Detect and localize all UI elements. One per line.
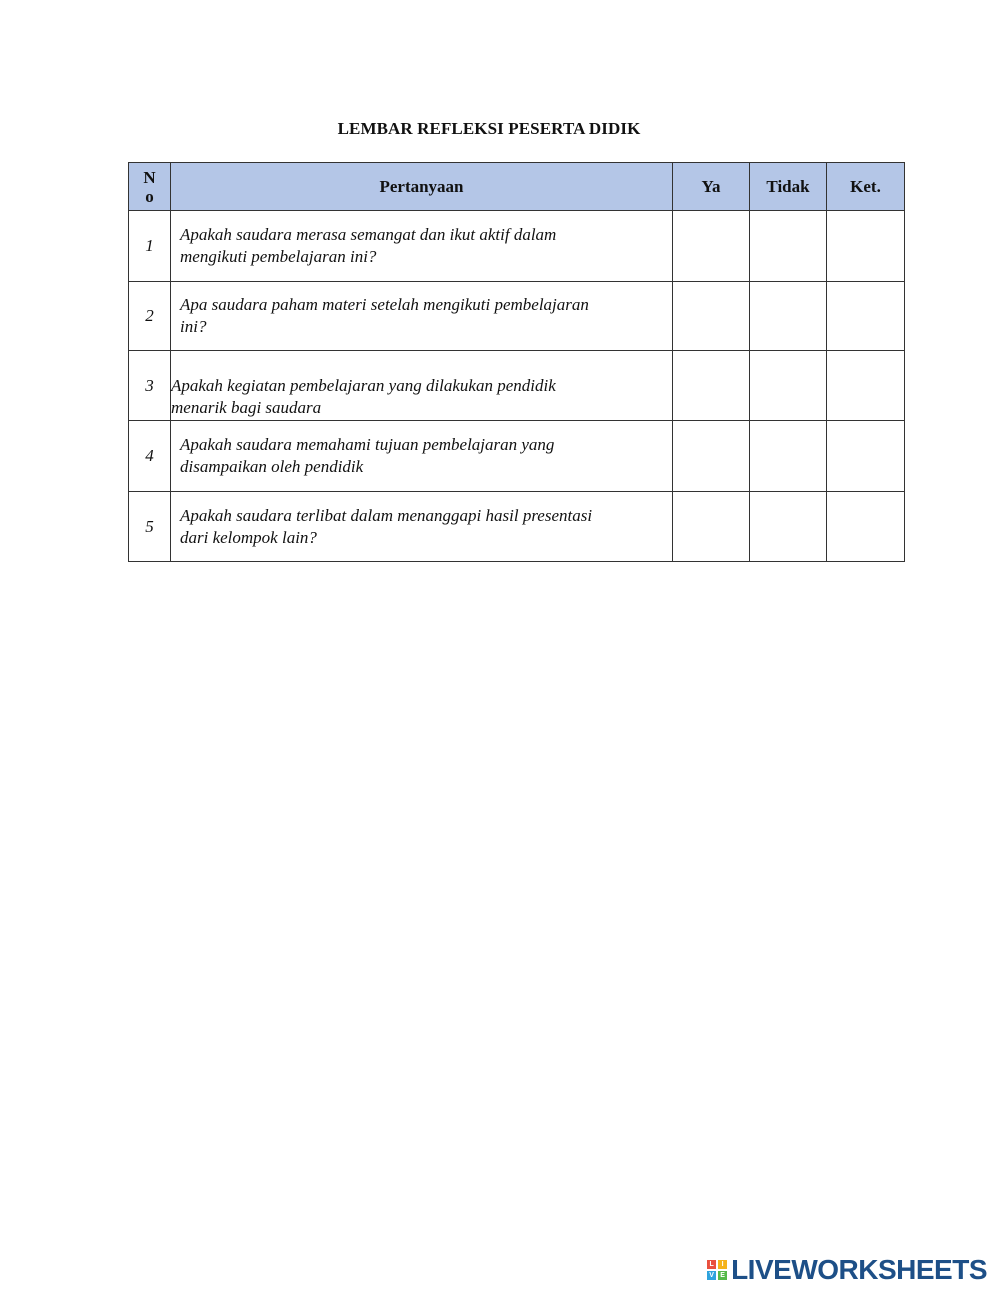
logo-tile: E (718, 1271, 727, 1280)
header-yes: Ya (673, 163, 750, 211)
logo-tile: V (707, 1271, 716, 1280)
row-number: 5 (129, 492, 171, 562)
question-line: mengikuti pembelajaran ini? (180, 247, 377, 266)
question-line: dari kelompok lain? (180, 527, 317, 547)
header-no-line1: N (143, 167, 156, 187)
note-cell[interactable] (827, 421, 905, 492)
question-text (171, 211, 673, 282)
answer-yes-cell[interactable] (673, 282, 750, 351)
question-line: Apakah kegiatan pembelajaran yang dilakukan pendidik (171, 376, 556, 395)
row-number: 3 (129, 351, 171, 421)
table-header-row (129, 163, 905, 211)
question-text (171, 282, 673, 351)
question-text (171, 492, 673, 562)
header-note: Ket. (827, 163, 905, 211)
answer-no-cell[interactable] (750, 282, 827, 351)
answer-yes-cell[interactable] (673, 211, 750, 282)
question-text (171, 351, 673, 421)
question-line: menarik bagi saudara (171, 398, 322, 417)
liveworksheets-logo-icon (707, 1260, 727, 1280)
table-row (129, 421, 905, 492)
table-row (129, 282, 905, 351)
header-no-answer: Tidak (750, 163, 827, 211)
answer-no-cell[interactable] (750, 492, 827, 562)
logo-tile: I (718, 1260, 727, 1269)
row-number: 4 (129, 421, 171, 492)
question-line: Apakah saudara merasa semangat dan ikut aktif dalam (180, 225, 557, 244)
answer-yes-cell[interactable] (673, 492, 750, 562)
header-no (129, 163, 171, 211)
note-cell[interactable] (827, 282, 905, 351)
note-cell[interactable] (827, 351, 905, 421)
brand-wordmark: LIVEWORKSHEETS (731, 1254, 987, 1285)
answer-no-cell[interactable] (750, 421, 827, 492)
table-row (129, 492, 905, 562)
question-line: ini? (180, 317, 207, 336)
logo-tile: L (707, 1260, 716, 1269)
liveworksheets-brand[interactable] (707, 1255, 987, 1285)
question-line: Apa saudara paham materi setelah mengikuti pembelajaran (180, 295, 589, 314)
answer-yes-cell[interactable] (673, 421, 750, 492)
answer-no-cell[interactable] (750, 351, 827, 421)
question-text (171, 421, 673, 492)
header-no-line2: o (145, 186, 154, 206)
table-row (129, 351, 905, 421)
table-row (129, 211, 905, 282)
question-line: Apakah saudara memahami tujuan pembelajaran yang (180, 435, 555, 454)
row-number: 1 (129, 211, 171, 282)
row-number: 2 (129, 282, 171, 351)
reflection-table (128, 162, 905, 562)
header-question: Pertanyaan (171, 163, 673, 211)
note-cell[interactable] (827, 492, 905, 562)
note-cell[interactable] (827, 211, 905, 282)
page-title: LEMBAR REFLEKSI PESERTA DIDIK (337, 119, 641, 138)
question-line: Apakah saudara terlibat dalam menanggapi hasil presentasi (180, 505, 593, 525)
answer-yes-cell[interactable] (673, 351, 750, 421)
answer-no-cell[interactable] (750, 211, 827, 282)
question-line: disampaikan oleh pendidik (180, 457, 364, 476)
